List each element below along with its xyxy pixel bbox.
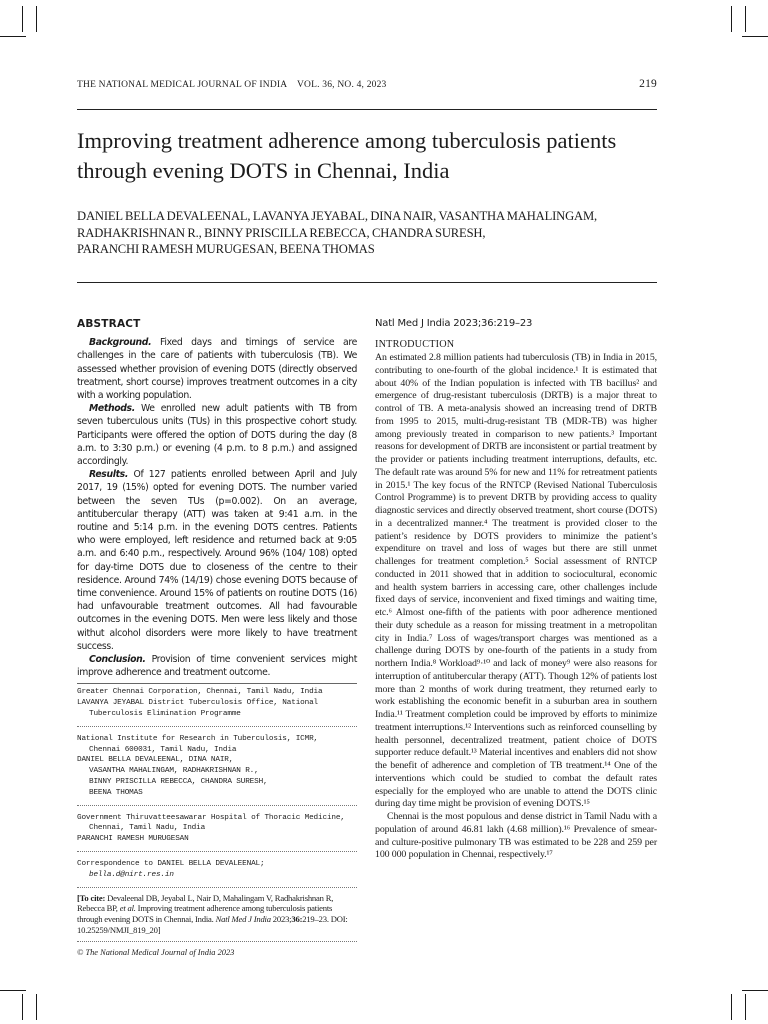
paragraph: An estimated 2.8 million patients had tuberculosis (TB) in India in 2015, contributing to one-fourth of the global incidence.¹ It is estimated that about 40% of the Indian population is infected with TB bacillus² and emergence of drug-resistant tuberculosis (DRTB) is a major threat to control of TB. A meta-analysis showed an increasing trend of DRTB from 1995 to 2015, multi-drug-resistant TB (MDR-TB) was higher among previously treated in comparison to new patients.³ Important reasons for development of DRTB are inconsistent or partial treatment by the provider or patients including treatment interruptions, defaults, etc. The default rate was around 5% for new and 11% for retreatment patients in 2015.¹ The key focus of the RNTCP (Revised National Tuberculosis Control Programme) is to prevent DRTB by providing access to quality diagnostic services and directly observed treatment, short course (DOTS) in a decentralized manner.⁴ The treatment is provided closer to the patient’s residence by DOTS providers to minimize the patient’s expenditure on travel and loss of wages but there are still unmet challenges for treatment completion.⁵ Social assessment of RNTCP conducted in 2011 showed that in addition to sociocultural, economic and health system barriers in accessing care, other challenges include fixed days of service, inconvenient and fixed timings and waiting time, etc.⁶ Almost one-fifth of the patients with poor adherence mentioned their duty schedule as a reason for missing treatment in a metropolitan city in India.⁷ Loss of wages/transport charges was mentioned as a challenge during DOTS by one-fourth of the patients in a study from northern India.⁸ Workload⁹·¹⁰ and lack of money⁹ were also reasons for interruption of antitubercular therapy (ATT). Though 12% of patients lost more than 2 months of work during treatment, they returned early to work establishing the economic benefit in a suburban area in southern India.¹¹ Treatment completion could be improved by efforts to minimize treatment interruptions.¹² Interventions such as reinforced counselling by health personnel, decentralized treatment, patient choice of DOTS supporter reduce default.¹³ Material incentives and enablers did not show the benefit of adherence and completion of TB treatment.¹⁴ One of the interventions which could be studied to combat the default rates especially for the employed who are unable to attend the DOTS clinic during day time might be provision of evening DOTS.¹⁵ [375, 352, 657, 810]
article-title [77, 126, 677, 186]
cite-etal: et al. [119, 903, 136, 914]
paragraph: Chennai is the most populous and dense district in Tamil Nadu with a population of around 46.81 lakh (4.68 million).¹⁶ Prevalence of smear- and culture-positive pulmonary TB was estimated to be 228 and 259 per 100 000 population in Chennai, respectively.¹⁷ [375, 811, 657, 861]
body-text [375, 352, 657, 862]
affiliation-line: National Institute for Research in Tuberculosis, ICMR, [77, 734, 319, 743]
citation-block [77, 893, 357, 942]
correspondence-email[interactable]: bella.d@nirt.res.in [89, 870, 174, 879]
crop-mark [742, 990, 768, 991]
abstract-heading: ABSTRACT [77, 318, 141, 330]
abstract-text: Fixed days and timings of service are challenges in the care of patients with tuberculosis (TB). We assessed whether provision of evening DOTS (directly observed treatment, short course) improves treatment outcomes in a city with a working population. [77, 337, 358, 402]
journal-name: THE NATIONAL MEDICAL JOURNAL OF INDIA [77, 80, 288, 90]
volume-info: VOL. 36, NO. 4, 2023 [297, 80, 387, 90]
affiliation-line: Chennai 600031, Tamil Nadu, India [89, 745, 237, 754]
right-column [375, 318, 657, 862]
crop-mark [742, 36, 768, 37]
header-rule [77, 109, 657, 110]
affiliation-block [77, 683, 357, 726]
crop-mark [36, 994, 37, 1020]
crop-mark [22, 6, 23, 32]
author-line: PARANCHI RAMESH MURUGESAN, BEENA THOMAS [77, 242, 375, 256]
crop-mark [745, 994, 746, 1020]
crop-mark [22, 994, 23, 1020]
running-head [77, 80, 657, 94]
affiliation-line: Government Thiruvatteesawarar Hospital of Thoracic Medicine, [77, 813, 345, 822]
author-line: DANIEL BELLA DEVALEENAL, LAVANYA JEYABAL, DINA NAIR, VASANTHA MAHALINGAM, [77, 209, 598, 223]
cite-prefix: [To cite: [77, 892, 106, 903]
correspondence-line: Correspondence to DANIEL BELLA DEVALEENAL; [77, 860, 265, 869]
abstract-label: Conclusion. [89, 654, 146, 666]
abstract-background [77, 336, 357, 402]
affiliation-line: DANIEL BELLA DEVALEENAL, DINA NAIR, [77, 756, 234, 765]
title-line: through evening DOTS in Chennai, India [77, 158, 450, 183]
abstract [77, 318, 357, 679]
affiliation-block [77, 811, 357, 852]
cite-text: Improving treatment adherence among tuberculosis patients through evening DOTS in Chennai, India. [77, 903, 333, 925]
cite-volume: 36: [291, 914, 303, 925]
correspondence-block [77, 857, 357, 888]
abstract-label: Background. [89, 337, 152, 349]
abstract-label: Results. [89, 469, 129, 481]
affiliation-line: Greater Chennai Corporation, Chennai, Tamil Nadu, India [77, 688, 323, 697]
title-rule [77, 282, 657, 283]
left-column [77, 318, 357, 957]
crop-mark [745, 6, 746, 32]
cite-year: 2023; [272, 914, 292, 925]
title-line: Improving treatment adherence among tuberculosis patients [77, 128, 617, 153]
abstract-text: Of 127 patients enrolled between April and July 2017, 19 (15%) opted for evening DOTS. The number varied between the seven TUs (p=0.002). On an average, antitubercular therapy (ATT) was taken at 9:41 a.m. in the routine and 5:14 p.m. in the evening DOTS centres. Patients who were employed, left residence and returned back at 9:05 a.m. and 6:40 p.m., respectively. Around 96% (104/ 108) opted for day-time DOTS due to closeness of the centre to their residence. Around 74% (14/19) chose evening DOTS because of time convenience. Around 15% of patients on routine DOTS (16) had unfavourable treatment outcomes. All had favourable outcomes in the evening DOTS. Men were less likely and those withut alcohol disorders were more likely to have treatment success. [77, 469, 357, 652]
abstract-conclusion [77, 653, 357, 679]
crop-mark [731, 994, 732, 1020]
cite-pages: 219–23. DOI: 10.25259/NMJI_819_20] [77, 914, 348, 936]
affiliation-line: Chennai, Tamil Nadu, India [89, 824, 206, 833]
crop-mark [731, 6, 732, 32]
abstract-results [77, 468, 357, 653]
page-number: 219 [639, 78, 657, 90]
author-list [77, 208, 667, 258]
journal-citation-line: Natl Med J India 2023;36:219–23 [375, 318, 533, 329]
cite-text: Devaleenal DB, Jeyabal L, Nair D, Mahalingam V, Radhakrishnan R, Rebecca BP, [77, 892, 334, 914]
affiliation-line: PARANCHI RAMESH MURUGESAN [77, 835, 189, 844]
affiliation-line: BINNY PRISCILLA REBECCA, CHANDRA SURESH, [89, 778, 268, 787]
affiliation-line: BEENA THOMAS [89, 788, 143, 797]
abstract-text: Provision of time convenient services might improve adherence and treatment outcome. [77, 654, 357, 679]
affiliation-line: Tuberculosis Elimination Programme [89, 710, 241, 719]
crop-mark [0, 36, 26, 37]
crop-mark [0, 990, 26, 991]
affiliation-line: LAVANYA JEYABAL District Tuberculosis Office, National [77, 699, 319, 708]
author-line: RADHAKRISHNAN R., BINNY PRISCILLA REBECCA, CHANDRA SURESH, [77, 225, 486, 240]
abstract-label: Methods. [89, 403, 135, 415]
section-heading: INTRODUCTION [375, 339, 455, 350]
copyright: © The National Medical Journal of India 2023 [77, 947, 235, 957]
abstract-methods [77, 402, 357, 468]
affiliations [77, 683, 357, 887]
crop-mark [36, 6, 37, 32]
affiliation-line: VASANTHA MAHALINGAM, RADHAKRISHNAN R., [89, 767, 259, 776]
cite-journal: Natl Med J India [215, 914, 271, 925]
abstract-text: We enrolled new adult patients with TB from seven tuberculous units (TUs) in this prospective cohort study. Participants were offered the option of DOTS during the day (8 a.m. to 3:30 p.m.) or evening (4 p.m. to 8 p.m.) and assigned accordingly. [77, 403, 357, 468]
affiliation-block [77, 732, 357, 806]
